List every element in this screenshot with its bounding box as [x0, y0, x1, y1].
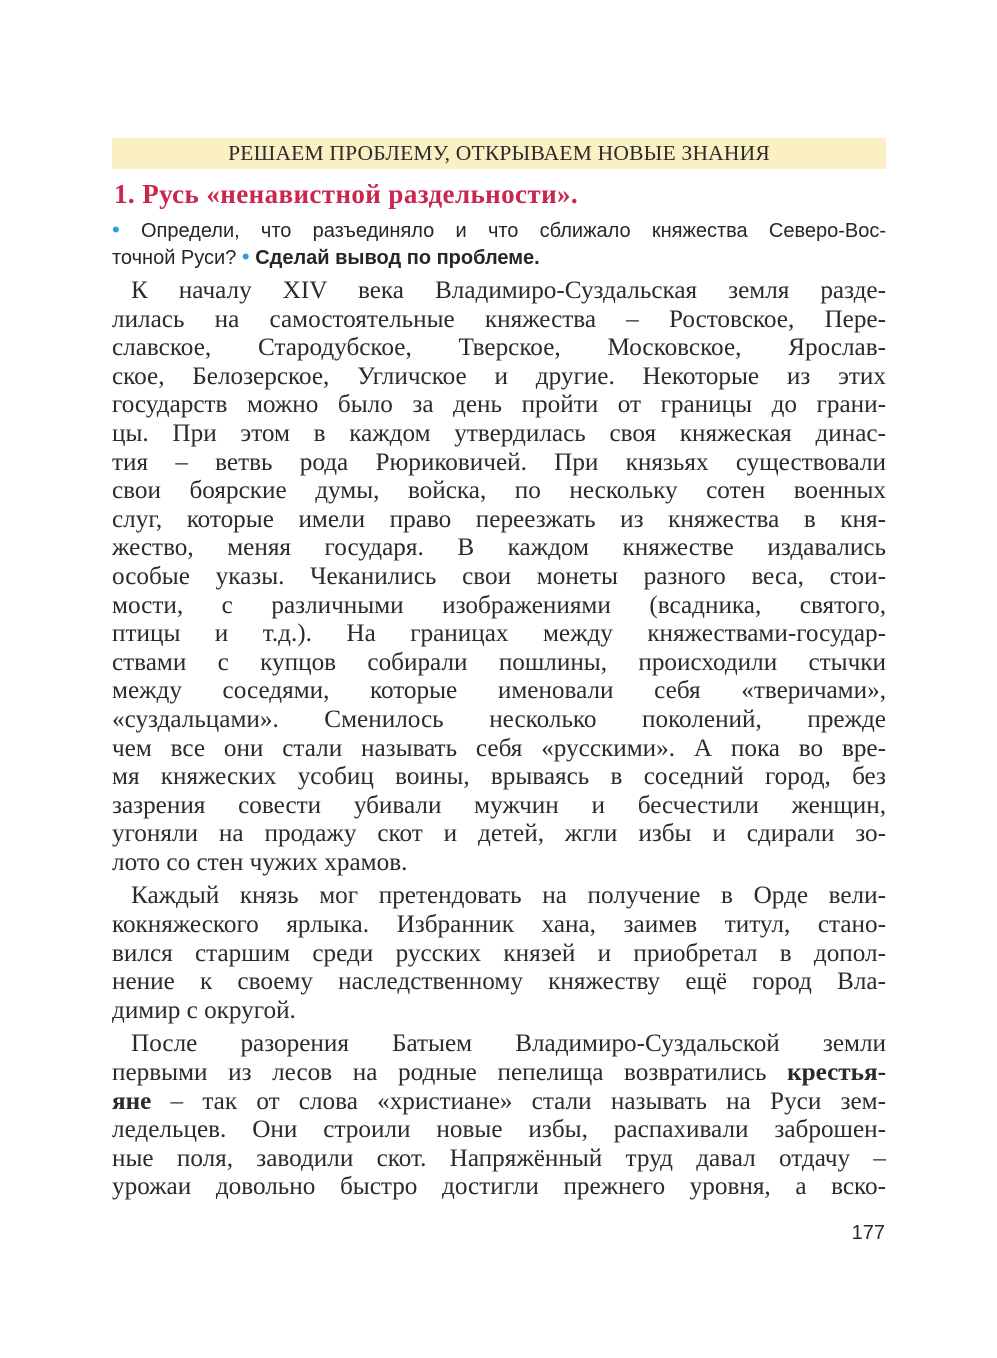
text-line: ствами с купцов собирали пошлины, происходили стычки: [112, 648, 886, 676]
text-line: мости, с различными изображениями (всадника, святого,: [112, 591, 886, 619]
term-bold: яне: [112, 1087, 152, 1115]
text-line: государств можно было за день пройти от границы до грани-: [112, 391, 886, 419]
text-line: «суздальцами». Сменилось несколько поколений, прежде: [112, 705, 886, 733]
bullet-icon: •: [112, 217, 120, 242]
text-line: Каждый князь мог претендовать на получение в Орде вели-: [131, 882, 886, 910]
text-line: вился старшим среди русских князей и приобретал в допол-: [112, 939, 886, 967]
text-line: зазрения совести убивали мужчин и бесчестили женщин,: [112, 791, 886, 819]
text-line: свои боярские думы, войска, по нескольку сотен военных: [112, 477, 886, 505]
bullet-icon: •: [241, 244, 250, 269]
text-line: После разорения Батыем Владимиро-Суздальской земли: [131, 1030, 886, 1058]
paragraph-3: [112, 1030, 886, 1202]
text-line: угоняли на продажу скот и детей, жгли избы и сдирали зо-: [112, 820, 886, 848]
text-line: кокняжеского ярлыка. Избранник хана, заимев титул, стано-: [112, 911, 886, 939]
task-line: • Определи, что разъединяло и что сближало княжества Северо-Вос-: [112, 217, 887, 242]
section-heading: 1. Русь «ненавистной раздельности».: [114, 179, 579, 209]
text-line: ледельцев. Они строили новые избы, распахивали заброшен-: [112, 1116, 886, 1144]
text-line: мя княжеских усобиц воины, врываясь в соседний город, без: [112, 763, 886, 791]
text-line: первыми из лесов на родные пепелища возвратились крестья-: [112, 1059, 886, 1087]
text-line: лилась на самостоятельные княжества – Ростовское, Пере-: [112, 305, 886, 333]
text-line: димир с округой.: [112, 996, 296, 1024]
term-bold: крестья-: [787, 1059, 886, 1087]
text-line: ные поля, заводили скот. Напряжённый труд давал отдачу –: [112, 1144, 886, 1172]
text-line: нение к своему наследственному княжеству ещё город Вла-: [112, 968, 886, 996]
text-line: лото со стен чужих храмов.: [112, 848, 408, 876]
page-number: 177: [851, 1222, 885, 1244]
paragraph-1: [112, 277, 886, 877]
text-line: особые указы. Чеканились свои монеты разного веса, стои-: [112, 562, 886, 590]
text-line: чем все они стали называть себя «русскими». А пока во вре-: [112, 734, 886, 762]
text-line: славское, Стародубское, Тверское, Московское, Ярослав-: [112, 334, 886, 362]
paragraph-2: [112, 882, 886, 1025]
textbook-page: [112, 0, 886, 1358]
task-line: точной Руси? • Сделай вывод по проблеме.: [112, 244, 540, 269]
text-line: тия – ветвь рода Рюриковичей. При князьях существовали: [112, 448, 886, 476]
text-line: цы. При этом в каждом утвердилась своя княжеская динас-: [112, 419, 886, 447]
section-band: РЕШАЕМ ПРОБЛЕМУ, ОТКРЫВАЕМ НОВЫЕ ЗНАНИЯ: [112, 138, 886, 169]
text-line: яне – так от слова «христиане» стали называть на Руси зем-: [112, 1087, 886, 1115]
text-line: ское, Белозерское, Угличское и другие. Некоторые из этих: [112, 362, 886, 390]
text-line: жество, меняя государя. В каждом княжестве издавались: [112, 534, 886, 562]
text-line: между соседями, которые именовали себя «тверичами»,: [112, 677, 886, 705]
text-line: слуг, которые имели право переезжать из княжества в кня-: [112, 505, 886, 533]
text-line: урожаи довольно быстро достигли прежнего уровня, а вско-: [112, 1173, 886, 1201]
body-text: [112, 277, 886, 1202]
task-block: [112, 216, 886, 270]
text-line: птицы и т.д.). На границах между княжествами-государ-: [112, 620, 886, 648]
text-line: К началу XIV века Владимиро-Суздальская земля разде-: [131, 277, 886, 304]
